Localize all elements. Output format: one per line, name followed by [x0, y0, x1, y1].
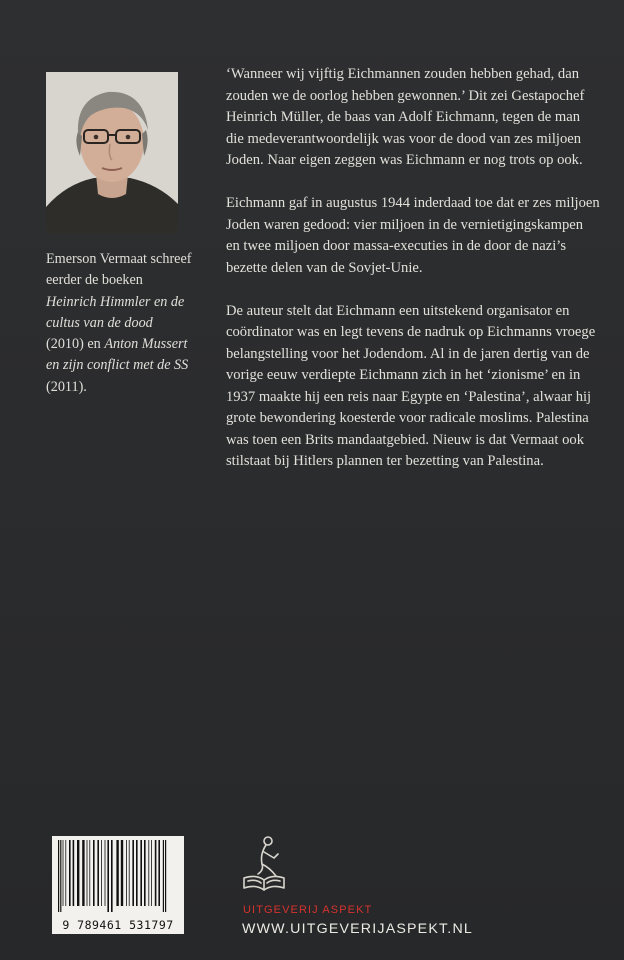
barcode-bar [63, 840, 64, 906]
barcode-bar [111, 840, 113, 912]
blurb-paragraph-2: Eichmann gaf in augustus 1944 inderdaad toe dat er zes miljoen Joden waren gedood: vier miljoen in de vernietigingskampen en twee miljoen door massa-executies in de door de nazi’s bezette delen van de Sovjet-Unie. [226, 195, 600, 276]
barcode-bar [65, 840, 66, 906]
reader-figure-icon [238, 834, 290, 894]
barcode-bar [163, 840, 164, 912]
barcode-bar [101, 840, 102, 906]
barcode-icon [52, 836, 184, 916]
barcode-bar [82, 840, 84, 906]
bio-connector: en [87, 336, 101, 353]
author-photo [46, 72, 178, 234]
barcode-bar [132, 840, 134, 906]
isbn-number: 9 789461 531797 [62, 918, 174, 932]
barcode-bar [155, 840, 157, 906]
blurb [226, 64, 600, 494]
barcode-bar [129, 840, 130, 906]
barcode-bar [151, 840, 152, 906]
author-portrait-icon [46, 72, 178, 234]
barcode-bar [105, 840, 106, 906]
author-bio [46, 249, 194, 398]
barcode-bar [116, 840, 118, 906]
barcode-bar [165, 840, 166, 912]
barcode-bar [87, 840, 88, 906]
barcode-bar [107, 840, 109, 912]
publisher-website[interactable]: WWW.UITGEVERIJASPEKT.NL [242, 921, 473, 937]
barcode-bar [69, 840, 71, 906]
barcode-bar [73, 840, 75, 906]
bio-intro: Emerson Vermaat schreef eerder de boeken [46, 251, 192, 289]
isbn-barcode [52, 836, 184, 934]
barcode-bar [158, 840, 160, 906]
publisher-logo [238, 834, 290, 894]
barcode-bar [136, 840, 138, 906]
blurb-paragraph-1: ‘Wanneer wij vijftig Eichmannen zouden hebben gehad, dan zouden we de oorlog hebben gewonnen.’ Dit zei Gestapochef Heinrich Müller, de baas van Adolf Eichmann, tegen de man die medeverantwoordelijk was voor de dood van zes miljoen Joden. Naar eigen zeggen was Eichmann er nog trots op ook. [226, 66, 585, 168]
barcode-bar [144, 840, 146, 906]
barcode-bar [97, 840, 99, 906]
publisher-name: UITGEVERIJ ASPEKT [243, 904, 373, 916]
blurb-paragraph-3: De auteur stelt dat Eichmann een uitstekend organisator en coördinator was en legt tevens de nadruk op Eichmanns vroege belangstelling voor het Jodendom. Al in de jaren dertig van de vorige eeuw verdiepte Eichmann zich in het ‘zionisme’ en in 1937 maakte hij een reis naar Egypte en ‘Palestina’, alwaar hij grote bewondering koesterde voor radicale moslims. Palestina was toen een Brits mandaatgebied. Nieuw is dat Vermaat ook stilstaat bij Hitlers plannen ter bezetting van Palestina. [226, 302, 596, 469]
barcode-bar [60, 840, 61, 912]
bio-book-year-2: (2011). [46, 378, 87, 395]
bio-book-title-1: Heinrich Himmler en de cultus van de dood [46, 293, 185, 331]
barcode-bar [77, 840, 79, 906]
bio-book-year-1: (2010) [46, 336, 84, 353]
bio-book-title-2: Anton Mussert en zijn conflict met de SS [46, 336, 189, 374]
barcode-bar [58, 840, 59, 912]
barcode-bar [140, 840, 142, 906]
barcode-bar [126, 840, 127, 906]
barcode-bar [148, 840, 149, 906]
barcode-bar [89, 840, 90, 906]
barcode-bar [121, 840, 123, 906]
barcode-bar [93, 840, 95, 906]
